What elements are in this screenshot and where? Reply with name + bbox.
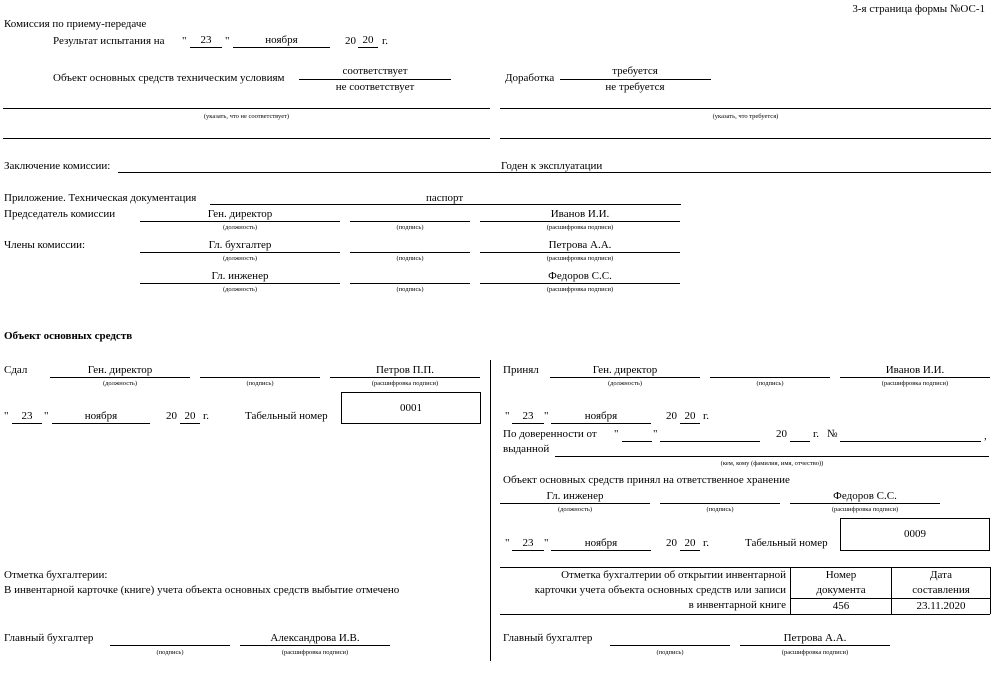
accounting-note-line: в инвентарной книге [688,599,786,611]
responsible-signature[interactable] [660,503,780,504]
received-year-prefix: 20 [666,410,677,422]
required-line[interactable] [500,108,991,109]
quote-close: " [544,537,549,549]
test-year-prefix: 20 [345,35,356,47]
responsible-label: Объект основных средств принял на ответственное хранение [503,474,790,486]
hint-position: (должность) [222,224,258,231]
quote-close: " [653,428,658,440]
received-label: Принял [503,364,539,376]
member-signature[interactable] [350,283,470,284]
quote-close: " [225,35,230,47]
hint-position: (должность) [102,380,138,387]
received-month2[interactable]: ноября [584,537,618,549]
left-chief-label: Главный бухгалтер [4,632,94,644]
refine-label: Доработка [505,72,555,84]
quote-open: " [182,35,187,47]
received-day2[interactable]: 23 [522,537,534,549]
quote-close: " [544,410,549,422]
poa-month[interactable] [660,441,760,442]
responsible-name[interactable]: Федоров С.С. [833,490,897,502]
accounting-note-line: карточки учета объекта основных средств или записи [534,584,786,596]
conclusion-value[interactable]: Годен к эксплуатации [501,160,603,172]
handed-month[interactable]: ноября [84,410,118,422]
handed-tab-number: 0001 [400,402,422,414]
received-year2-prefix: 20 [666,537,677,549]
hint-signature: (подпись) [396,224,424,231]
hint-position: (должность) [557,506,593,513]
received-name[interactable]: Иванов И.И. [885,364,945,376]
responsible-position[interactable]: Гл. инженер [546,490,604,502]
member-name[interactable]: Федоров С.С. [548,270,612,282]
hint-signature: (подпись) [246,380,274,387]
right-chief-label: Главный бухгалтер [503,632,593,644]
handed-tab-box[interactable] [341,392,481,424]
hint-decoding: (расшифровка подписи) [881,380,949,387]
received-tab-number: 0009 [904,528,926,540]
poa-day[interactable] [622,441,652,442]
handed-year[interactable]: 20 [184,410,196,422]
doc-number[interactable]: 456 [832,600,850,612]
hint-decoding: (расшифровка подписи) [546,255,614,262]
received-position[interactable]: Ген. директор [592,364,658,376]
test-year-g: г. [382,35,389,47]
test-day[interactable]: 23 [200,34,212,46]
col-date-header: Дата [930,569,952,581]
member-position[interactable]: Гл. инженер [211,270,269,282]
hint-signature: (подпись) [656,649,684,656]
handed-label: Сдал [4,364,28,376]
handed-year-prefix: 20 [166,410,177,422]
accounting-title: Отметка бухгалтерии: [4,569,108,581]
conclusion-label: Заключение комиссии: [4,160,111,172]
chairman-name[interactable]: Иванов И.И. [550,208,610,220]
right-chief-name[interactable]: Петрова А.А. [783,632,847,644]
hint-decoding: (расшифровка подписи) [546,224,614,231]
asset-title: Объект основных средств [4,330,133,342]
conforms-option[interactable]: соответствует [342,65,408,77]
test-month[interactable]: ноября [265,34,298,46]
col-number-header: Номер [825,569,857,581]
quote-close: " [44,410,49,422]
section-divider [490,360,491,661]
attachment-label: Приложение. Техническая документация [4,192,197,204]
hint-signature: (подпись) [756,380,784,387]
issued-label: выданной [503,443,550,455]
quote-open: " [4,410,9,422]
handed-signature[interactable] [200,377,320,378]
received-month[interactable]: ноября [584,410,618,422]
received-year2[interactable]: 20 [684,537,696,549]
hint-signature: (подпись) [396,286,424,293]
required-option[interactable]: требуется [612,65,658,77]
hint-position: (должность) [222,255,258,262]
issued-by[interactable] [555,456,989,457]
commission-title: Комиссия по приему-передаче [4,18,147,30]
col-number-header: документа [816,584,866,596]
poa-year-g: г. [813,428,820,440]
poa-year[interactable] [790,441,810,442]
received-year[interactable]: 20 [684,410,696,422]
hint-signature: (подпись) [396,255,424,262]
chairman-position[interactable]: Ген. директор [207,208,273,220]
left-chief-name[interactable]: Александрова И.В. [270,632,360,644]
quote-open: " [505,537,510,549]
hint-not-conforms: (указать, что не соответствует) [203,113,290,120]
hint-position: (должность) [607,380,643,387]
handed-name[interactable]: Петров П.П. [375,364,435,376]
chairman-signature[interactable] [350,221,470,222]
not-conforms-option[interactable]: не соответствует [335,81,415,93]
quote-open: " [505,410,510,422]
hint-signature: (подпись) [706,506,734,513]
issued-hint: (кем, кому (фамилия, имя, отчество)) [720,460,824,467]
received-year2-g: г. [703,537,710,549]
handed-year-g: г. [203,410,210,422]
attachment-value[interactable]: паспорт [426,192,464,204]
test-year[interactable]: 20 [362,34,374,46]
received-tab-box[interactable] [840,518,990,551]
members-label: Члены комиссии: [4,239,86,251]
chairman-label: Председатель комиссии [4,208,116,220]
hint-decoding: (расшифровка подписи) [781,649,849,656]
hint-decoding: (расшифровка подписи) [831,506,899,513]
conformity-label: Объект основных средств техническим условиям [53,72,285,84]
doc-date[interactable]: 23.11.2020 [916,600,966,612]
right-chief-signature[interactable] [610,645,730,646]
hint-decoding: (расшифровка подписи) [281,649,349,656]
accounting-text: В инвентарной карточке (книге) учета объекта основных средств выбытие отмечено [4,584,400,596]
handed-tab-label: Табельный номер [245,410,328,422]
hint-required: (указать, что требуется) [712,113,779,120]
hint-decoding: (расшифровка подписи) [546,286,614,293]
handed-day[interactable]: 23 [21,410,33,422]
not-required-option[interactable]: не требуется [605,81,665,93]
received-day[interactable]: 23 [522,410,534,422]
member-position[interactable]: Гл. бухгалтер [208,239,272,251]
hint-position: (должность) [222,286,258,293]
poa-year-prefix: 20 [776,428,787,440]
poa-comma: , [984,430,987,442]
test-result-label: Результат испытания на [53,35,165,47]
quote-open: " [614,428,619,440]
member-name[interactable]: Петрова А.А. [548,239,612,251]
accounting-note-line: Отметка бухгалтерии об открытии инвентарной [561,569,786,581]
member-signature[interactable] [350,252,470,253]
poa-label: По доверенности от [503,428,597,440]
poa-number-sign: № [827,428,838,440]
received-year-g: г. [703,410,710,422]
hint-signature: (подпись) [156,649,184,656]
received-signature[interactable] [710,377,830,378]
form-page-label: 3-я страница формы №ОС-1 [852,3,985,15]
hint-decoding: (расшифровка подписи) [371,380,439,387]
not-conforms-line[interactable] [3,108,490,109]
received-tab-label: Табельный номер [745,537,828,549]
poa-number[interactable] [840,441,981,442]
left-chief-signature[interactable] [110,645,230,646]
handed-position[interactable]: Ген. директор [87,364,153,376]
col-date-header: составления [912,584,970,596]
